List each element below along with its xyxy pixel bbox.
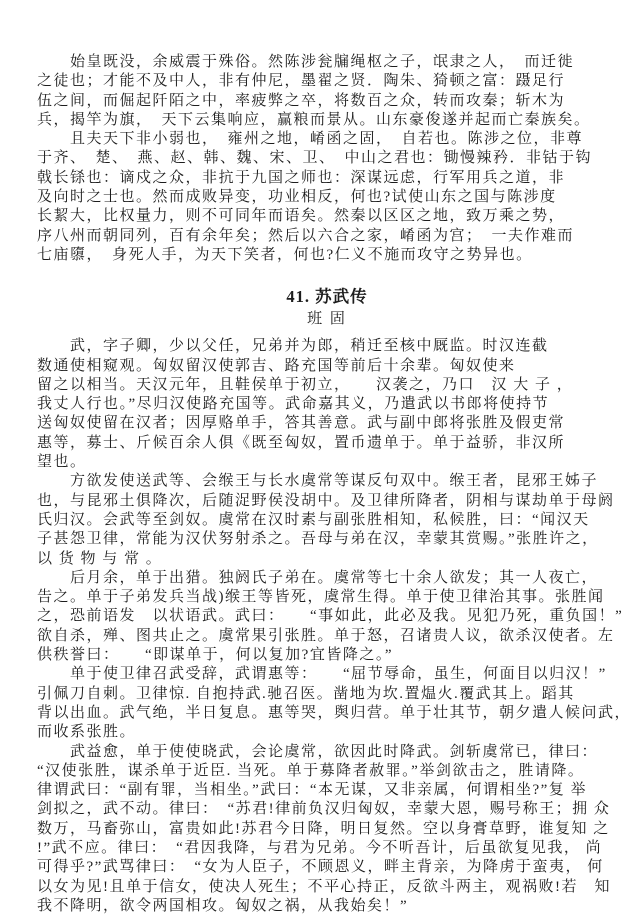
paragraph-suwu-1 (37, 337, 617, 472)
paragraph-guoqinlun-2 (37, 130, 617, 265)
text-line: 而收系张胜。 (37, 723, 617, 742)
paragraph-suwu-3 (37, 569, 617, 665)
text-line: 欲自杀，殚、图共止之。虞常果引张胜。单于怒，召诸贵人议，欲杀汉使者。左 (37, 627, 617, 646)
text-line: 也，与昆邪土俱降次，后随浞野侯没胡中。及卫律所降者，阴相与谋劫单于母阏 (37, 492, 617, 511)
paragraph-guoqinlun-1 (37, 53, 617, 130)
text-line: 数万，马畜弥山，富贵如此!苏君今日降，明日复然。空以身膏草野，谁复知 之 (37, 820, 617, 839)
text-line: 送匈奴使留在汉者；因厚赂单手，答其善意。武与副中郎将张胜及假吏常 (37, 414, 617, 433)
text-line: 七庙隳， 身死人手，为天下笑者，何也?仁义不施而攻守之势异也。 (37, 246, 617, 265)
text-line: 告之。单于子弟发兵当战)缑王等皆死，虞常生得。单于使卫律治其事。张胜闻 (37, 588, 617, 607)
text-line: 之徒也；才能不及中人，非有仲尼，墨翟之贤．陶朱、猗顿之富：蹑足行 (37, 72, 617, 91)
section-suwuzhuan (37, 337, 617, 916)
text-line: 且夫天下非小弱也， 雍州之地，崤函之固， 自若也。陈涉之位，非尊 (37, 130, 617, 149)
text-line: 之，恐前语发 以状语武。武曰： “事如此，此必及我。见犯乃死，重负国！” (37, 607, 617, 626)
text-line: 伍之间，而倔起阡陌之中，率疲弊之卒，将数百之众，转而攻秦；斩木为 (37, 92, 617, 111)
text-line: 后月余，单于出猎。独阏氏子弟在。虞常等七十余人欲发；其一人夜亡， (37, 569, 617, 588)
text-line: 我不降明，欲令两国相攻。匈奴之祸，从我始矣！” (37, 897, 617, 916)
text-line: !”武不应。律曰： “君因我降，与君为兄弟。今不听吾计，后虽欲复见我， 尚 (37, 839, 617, 858)
text-line: 以 货 物 与 常 。 (37, 550, 617, 569)
text-line: 律谓武曰：“副有罪，当相坐。”武曰：“本无谋，又非亲属，何谓相坐?”复 举 (37, 781, 617, 800)
text-line: 望也。 (37, 453, 617, 472)
text-line: 留之以相当。天汉元年，且鞋侯单于初立， 汉袭之，乃口 汉 大 子 ， (37, 376, 617, 395)
lesson-author: 班 固 (37, 309, 617, 330)
text-line: 始皇既没，余威震于殊俗。然陈涉瓮牖绳枢之子，氓隶之人， 而迁徙 (37, 53, 617, 72)
paragraph-suwu-5 (37, 743, 617, 916)
text-line: 单于使卫律召武受辞，武谓惠等： “屈节辱命，虽生，何面目以归汉！” (37, 665, 617, 684)
text-line: 以女为见!且单于信女，使决人死生；不平心持正，反欲斗两主，观祸败!若 知 (37, 878, 617, 897)
text-line: 数通使相窥观。匈奴留汉使郭吉、路充国等前后十余辈。匈奴使来 (37, 357, 617, 376)
text-line: 我丈人行也。”尽归汉使路充国等。武命嘉其义，乃遣武以书郎将使持节 (37, 395, 617, 414)
text-line: 方欲发使送武等、会缑王与长水虞常等谋反句双中。缑王者，昆邪王姊子 (37, 472, 617, 491)
text-line: 引佩刀自刺。卫律惊. 自抱持武.驰召医。凿地为坎.置煴火.覆武其上。蹈其 (37, 685, 617, 704)
text-line: 供秩誉曰： “即谋单于，何以复加?宜皆降之。” (37, 646, 617, 665)
text-line: 兵，揭竿为旗， 天下云集响应，赢粮而景从。山东豪俊遂并起而亡秦族矣。 (37, 111, 617, 130)
text-line: 戟长铩也：谪戍之众，非抗于九国之师也：深谋远虑，行军用兵之道，非 (37, 169, 617, 188)
text-line: 及向时之士也。然而成败异变，功业相反，何也?试使山东之国与陈涉度 (37, 188, 617, 207)
text-line: 长絜大，比权量力，则不可同年而语矣。然秦以区区之地，致万乘之势， (37, 207, 617, 226)
section-guoqinlun-excerpt (37, 53, 617, 265)
lesson-title: 41. 苏武传 (37, 285, 617, 309)
text-line: 剑拟之，武不动。律曰： “苏君!律前负汉归匈奴，幸蒙大恩，赐号称王；拥 众 (37, 800, 617, 819)
text-line: 子甚怨卫律，常能为汉伏努射杀之。吾母与弟在汉，幸蒙其赏赐。”张胜许之， (37, 530, 617, 549)
text-line: 于齐、 楚、 燕、赵、韩、魏、宋、卫、 中山之君也：锄慢辣矜．非钴于钩 (37, 149, 617, 168)
text-line: 武益愈，单于使使晓武，会论虞常，欲因此时降武。剑斩虞常已，律曰： (37, 743, 617, 762)
paragraph-suwu-2 (37, 472, 617, 568)
text-line: 背以出血。武气绝，半日复息。惠等哭，舆归营。单于壮其节，朝夕遣人候问武， (37, 704, 617, 723)
paragraph-suwu-4 (37, 665, 617, 742)
text-line: 惠等，募士、斤候百余人俱《既至匈奴，置币遗单于。单于益骄，非汉所 (37, 434, 617, 453)
text-line: “汉使张胜，谋杀单于近臣. 当死。单于募降者赦罪。”举剑欲击之，胜请降。 (37, 762, 617, 781)
text-line: 序八州而朝同列，百有余年矣；然后以六合之家，崤函为宫； 一夫作难而 (37, 227, 617, 246)
text-line: 可得乎?”武骂律曰： “女为人臣子，不顾恩义，畔主背亲，为降虏于蛮夷， 何 (37, 858, 617, 877)
text-line: 氏归汉。会武等至剑奴。虞常在汉时素与副张胜相知，私候胜，曰：“闻汉天 (37, 511, 617, 530)
text-line: 武，字子卿，少以父任，兄弟并为郎，稍迁至核中厩监。时汉连截 (37, 337, 617, 356)
